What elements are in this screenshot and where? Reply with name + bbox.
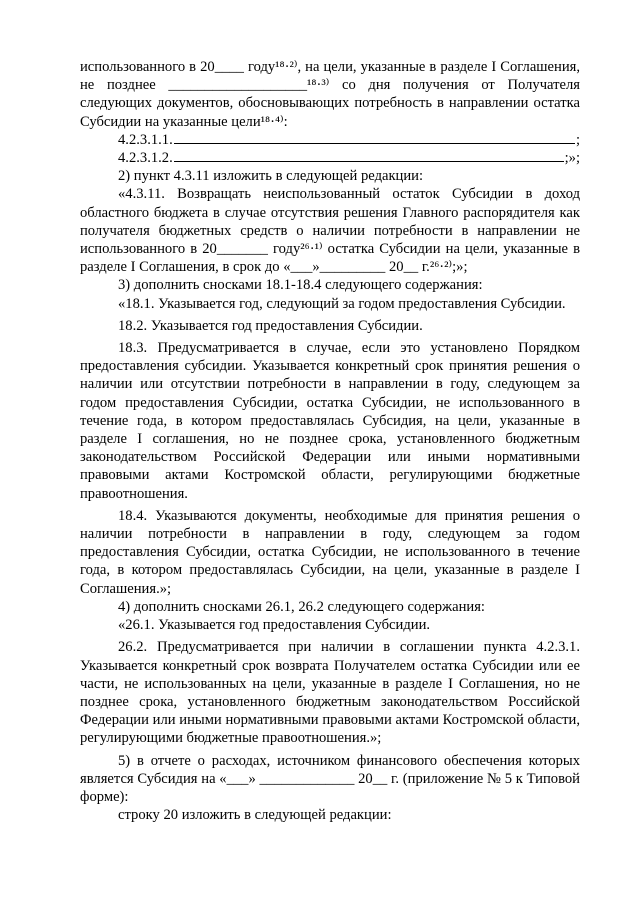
list-row-end: ;»; — [564, 150, 580, 167]
paragraph-footnote-18-1: «18.1. Указывается год, следующий за годом предоставления Субсидии. — [118, 295, 566, 312]
blank-line — [174, 149, 564, 162]
list-row-label: 4.2.3.1.2. — [118, 150, 173, 167]
list-row-4-2-3-1-2 — [80, 149, 580, 167]
list-row-4-2-3-1-1 — [80, 131, 580, 149]
paragraph-row-20: строку 20 изложить в следующей редакции: — [118, 807, 392, 824]
list-row-label: 4.2.3.1.1. — [118, 131, 173, 148]
paragraph-item-2: 2) пункт 4.3.11 изложить в следующей редакции: — [118, 168, 424, 185]
list-row-end: ; — [575, 131, 580, 148]
paragraph-item-5: 5) в отчете о расходах, источником финансового обеспечения которых является Субсидия на «___» _____________ 20__ г. (приложение № 5 к Типовой форме): — [80, 752, 580, 805]
paragraph-item-3: 3) дополнить сносками 18.1-18.4 следующего содержания: — [118, 277, 483, 294]
paragraph-footnote-26-2: 26.2. Предусматривается при наличии в соглашении пункта 4.2.3.1. Указывается конкретный срок возврата Получателем остатка Субсидии или ее части, не использованных на цели, указанные в разделе I Соглашения, но не позднее срока, установленного бюджетным законодательством Российской Федерации или иными нормативными правовыми актами Костромской области, регулирующими бюджетные правоотношения.»; — [80, 639, 580, 747]
blank-line — [174, 131, 575, 144]
paragraph-item-4: 4) дополнить сносками 26.1, 26.2 следующего содержания: — [118, 598, 485, 615]
paragraph-continuation: использованного в 20____ году¹⁸·²⁾, на цели, указанные в разделе I Соглашения, не позднее ___________________¹⁸·³⁾ со дня получения от Получателя следующих документов, обосновывающих потребность в направлении остатка Субсидии на указанные цели¹⁸·⁴⁾: — [80, 59, 580, 130]
paragraph-footnote-26-1: «26.1. Указывается год предоставления Субсидии. — [118, 617, 431, 634]
paragraph-footnote-18-4: 18.4. Указываются документы, необходимые для принятия решения о наличии потребности в направлении в году, следующем за годом предоставления Субсидии, остатка Субсидии, не использованного в течение года, в котором предоставлялась Субсидии, на цели, указанные в разделе I Соглашения.»; — [80, 507, 580, 597]
paragraph-footnote-18-2: 18.2. Указывается год предоставления Субсидии. — [118, 317, 423, 334]
paragraph-4-3-11: «4.3.11. Возвращать неиспользованный остаток Субсидии в доход областного бюджета в случае отсутствия решения Главного распорядителя как получателя бюджетных средств о наличии потребности в направлении не использованного в 20_______ году²⁶·¹⁾ остатка Субсидии на цели, указанные в разделе I Соглашения, в срок до «___»_________ 20__ г.²⁶·²⁾;»; — [80, 186, 580, 276]
paragraph-footnote-18-3: 18.3. Предусматривается в случае, если это установлено Порядком предоставления субсидии. Указывается конкретный срок принятия решения о наличии или отсутствии потребности в направлении в году, следующем за годом предоставления Субсидии, остатка Субсидии, не использованного в течение года, в котором предоставлялась Субсидия, на цели, указанные в разделе I соглашения, но не позднее срока, установленного бюджетным законодательством Российской Федерации или иными нормативными правовыми актами Костромской области, регулирующими бюджетные правоотношения. — [80, 340, 580, 502]
